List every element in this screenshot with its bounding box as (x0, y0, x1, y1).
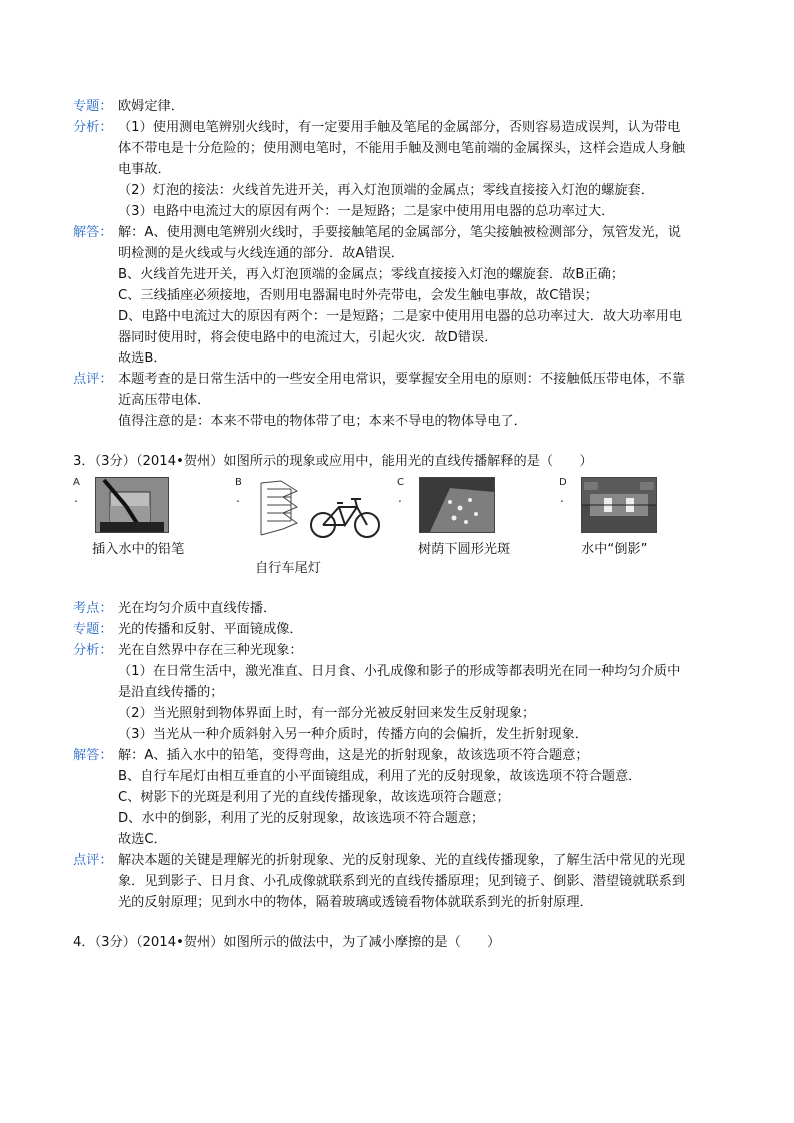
q2-solution-line: 明检测的是火线或与火线连通的部分．故A错误． (118, 246, 404, 261)
q2-comment-line: 近高压带电体． (118, 393, 211, 408)
q2-solution-line: 解：A、使用测电笔辨别火线时，手要接触笔尾的金属部分，笔尖接触被检测部分，氖管发光，说 (118, 225, 681, 240)
q2-analysis-line: （2）灯泡的接法：火线首先进开关，再入灯泡顶端的金属点；零线直接接入灯泡的螺旋套． (118, 183, 654, 198)
q2-solution-line: D、电路中电流过大的原因有两个：一是短路；二是家中使用用电器的总功率过大．故大功率用电 (118, 309, 683, 324)
q2-solution-line: B、火线首先进开关，再入灯泡顶端的金属点；零线直接接入灯泡的螺旋套．故B正确； (118, 267, 625, 282)
analysis-label: 分析： (73, 643, 113, 658)
q2-analysis-line: （3）电路中电流过大的原因有两个：一是短路；二是家中使用用电器的总功率过大． (118, 204, 615, 219)
q3-analysis-line: 是沿直线传播的； (118, 685, 224, 700)
q3-analysis-line: 光在自然界中存在三种光现象： (118, 643, 303, 658)
q2-analysis-line: 电事故． (118, 162, 171, 177)
q3-topic: 光的传播和反射、平面镜成像． (118, 622, 303, 637)
q3-solution-line: B、自行车尾灯由相互垂直的小平面镜组成，利用了光的反射现象，故该选项不符合题意． (118, 769, 642, 784)
analysis-label: 分析： (73, 120, 113, 135)
q2-analysis-line: 体不带电是十分危险的；使用测电笔时，不能用手触及测电笔前端的金属探头，这样会造成人身触 (118, 141, 686, 156)
comment-label: 点评： (73, 853, 113, 868)
q2-analysis-line: （1）使用测电笔辨别火线时，有一定要用手触及笔尾的金属部分，否则容易造成误判，认为带电 (118, 120, 681, 135)
pencil-in-water-image (95, 477, 169, 533)
tree-shade-light-spots-image (419, 477, 495, 533)
q2-comment-line: 本题考查的是日常生活中的一些安全用电常识，要掌握安全用电的原则：不接触低压带电体，不靠 (118, 372, 686, 387)
comment-label: 点评： (73, 372, 113, 387)
q4-question: 4．（3分）（2014•贺州）如图所示的做法中，为了减小摩擦的是（ ） (73, 935, 501, 950)
q3-analysis-line: （2）当光照射到物体界面上时，有一部分光被反射回来发生反射现象； (118, 706, 536, 721)
option-caption: 水中“倒影” (581, 542, 648, 557)
q2-solution-line: 器同时使用时，将会使电路中的电流过大，引起火灾．故D错误． (118, 330, 498, 345)
option-dot: . (74, 491, 78, 505)
q2-comment-line: 值得注意的是：本来不带电的物体带了电；本来不导电的物体导电了． (118, 414, 527, 429)
q3-solution-line: 解：A、插入水中的铅笔，变得弯曲，这是光的折射现象，故该选项不符合题意； (118, 748, 589, 763)
option-letter: B (235, 477, 242, 488)
bicycle-reflector-image (257, 477, 385, 547)
option-letter: D (559, 477, 567, 488)
q2-solution-line: 故选B． (118, 351, 167, 366)
q3-comment-line: 象．见到影子、日月食、小孔成像就联系到光的直线传播原理；见到镜子、倒影、潜望镜就联系到 (118, 874, 686, 889)
topic-label: 专题： (73, 99, 113, 114)
q2-solution-line: C、三线插座必须接地，否则用电器漏电时外壳带电，会发生触电事故，故C错误； (118, 288, 598, 303)
option-dot: . (236, 491, 240, 505)
option-letter: C (397, 477, 404, 488)
option-dot: . (560, 491, 564, 505)
q3-solution-line: C、树影下的光斑是利用了光的直线传播现象，故该选项符合题意； (118, 790, 510, 805)
topic-label: 专题： (73, 622, 113, 637)
q3-comment-line: 光的反射原理；见到水中的物体，隔着玻璃或透镜看物体就联系到光的折射原理． (118, 895, 593, 910)
q3-question: 3．（3分）（2014•贺州）如图所示的现象或应用中，能用光的直线传播解释的是（ ） (73, 454, 593, 469)
solution-label: 解答： (73, 225, 113, 240)
q3-analysis-line: （1）在日常生活中，激光准直、日月食、小孔成像和影子的形成等都表明光在同一种均匀介质中 (118, 664, 681, 679)
option-letter: A (73, 477, 80, 488)
point-label: 考点： (73, 601, 113, 616)
water-reflection-image (581, 477, 657, 533)
q3-analysis-line: （3）当光从一种介质斜射入另一种介质时，传播方向的会偏折，发生折射现象． (118, 727, 588, 742)
option-caption: 自行车尾灯 (255, 561, 321, 576)
q3-comment-line: 解决本题的关键是理解光的折射现象、光的反射现象、光的直线传播现象，了解生活中常见的光现 (118, 853, 686, 868)
option-caption: 插入水中的铅笔 (92, 542, 185, 557)
q2-topic: 欧姆定律． (118, 99, 184, 114)
q3-solution-line: 故选C． (118, 832, 167, 847)
q3-point: 光在均匀介质中直线传播． (118, 601, 277, 616)
solution-label: 解答： (73, 748, 113, 763)
option-caption: 树荫下圆形光斑 (418, 542, 511, 557)
option-dot: . (398, 491, 402, 505)
q3-solution-line: D、水中的倒影，利用了光的反射现象，故该选项不符合题意； (118, 811, 485, 826)
